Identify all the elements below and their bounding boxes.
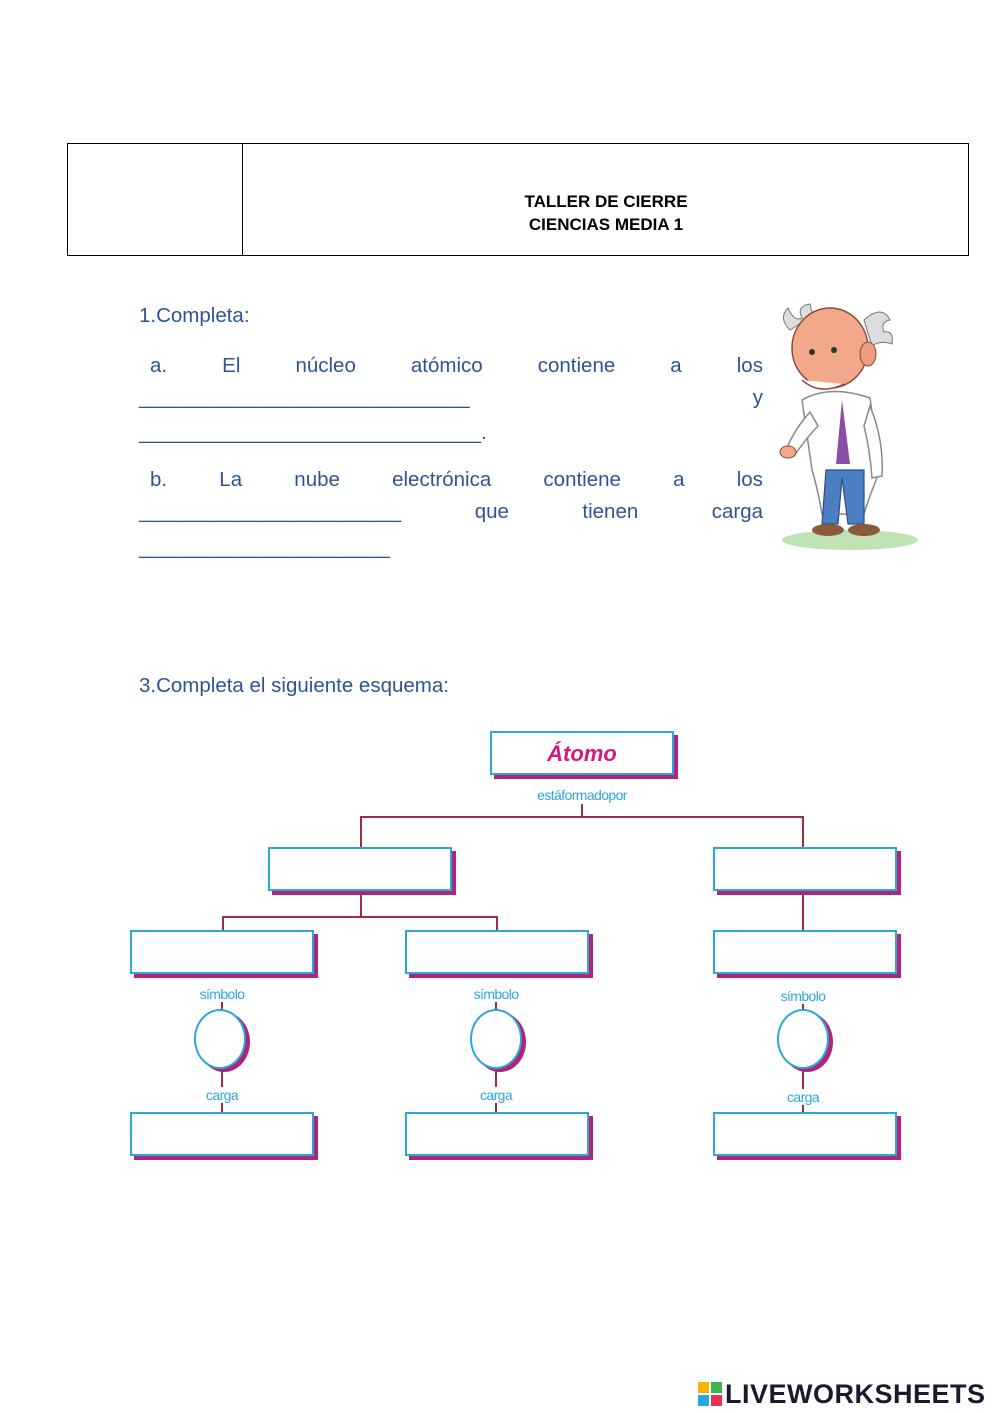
answer-blank[interactable]: ______________________ [139,536,390,559]
q1a-word: núcleo [295,354,356,377]
liveworksheets-logo [698,1378,986,1410]
connector-line [802,1004,804,1010]
answer-box[interactable] [713,1112,897,1156]
charge-label: carga [479,1087,513,1103]
q1a-word: atómico [410,354,483,377]
q1a-word: El [222,354,241,377]
q1b-word: La [219,468,243,491]
q1a-word: a. [150,354,168,377]
answer-blank[interactable]: _____________________________ [139,386,470,409]
charge-label: carga [786,1089,820,1105]
q1b-word: carga [711,500,763,523]
connector-line [360,895,362,918]
connector-label: estáformadopor [537,787,627,803]
connector-line [221,1071,223,1087]
question-1b-line-1 [139,468,763,492]
scientist-illustration [772,300,922,558]
connector-line [802,1105,804,1113]
title-line-2: CIENCIAS MEDIA 1 [528,215,684,234]
q1b-word: nube [294,468,340,491]
q1b-word: que [474,500,509,523]
connector-line [802,895,804,931]
question-1b-line-2 [139,500,763,524]
answer-box[interactable] [405,930,589,974]
answer-blank[interactable]: ______________________________. [139,421,487,444]
question-1a-line-1 [139,354,763,378]
connector-line [802,816,804,848]
answer-box[interactable] [268,847,452,891]
connector-line [221,1002,223,1010]
connector-line [222,916,498,918]
q1a-word: los [736,354,763,377]
connector-line [495,1103,497,1113]
connector-line [221,1103,223,1113]
question-1a-line-3 [139,421,763,445]
q1a-word: y [752,386,763,409]
question-1a-line-2 [139,386,763,410]
symbol-label: símbolo [199,986,245,1002]
symbol-circle[interactable] [194,1009,246,1069]
q1b-word: b. [150,468,168,491]
connector-line [495,1002,497,1010]
connector-line [360,816,362,848]
q1a-word: a [670,354,682,377]
answer-box[interactable] [713,847,897,891]
answer-blank[interactable]: _______________________ [139,500,402,523]
question-3-title: 3.Completa el siguiente esquema: [139,674,449,697]
q1b-word: contiene [543,468,621,491]
q1b-word: tienen [582,500,639,523]
worksheet-title [243,190,969,236]
connector-line [802,1071,804,1089]
charge-label: carga [205,1087,239,1103]
symbol-circle[interactable] [777,1009,829,1069]
question-1b-line-3 [139,536,763,560]
answer-box[interactable] [405,1112,589,1156]
q1b-word: los [736,468,763,491]
q1b-word: electrónica [392,468,492,491]
root-box [490,731,674,775]
root-label: Átomo [547,741,617,766]
symbol-circle[interactable] [470,1009,522,1069]
q1a-word: contiene [537,354,616,377]
connector-line [495,1071,497,1087]
q1b-word: a [673,468,685,491]
question-1-title: 1.Completa: [139,304,250,327]
answer-box[interactable] [130,930,314,974]
symbol-label: símbolo [473,986,519,1002]
logo-icon [698,1382,722,1406]
connector-line [222,916,224,931]
connector-line [581,804,583,818]
symbol-label: símbolo [780,988,826,1004]
title-line-1: TALLER DE CIERRE [524,192,688,211]
connector-line [496,916,498,931]
answer-box[interactable] [130,1112,314,1156]
connector-line [360,816,804,818]
logo-text: LIVEWORKSHEETS [725,1378,986,1409]
answer-box[interactable] [713,930,897,974]
